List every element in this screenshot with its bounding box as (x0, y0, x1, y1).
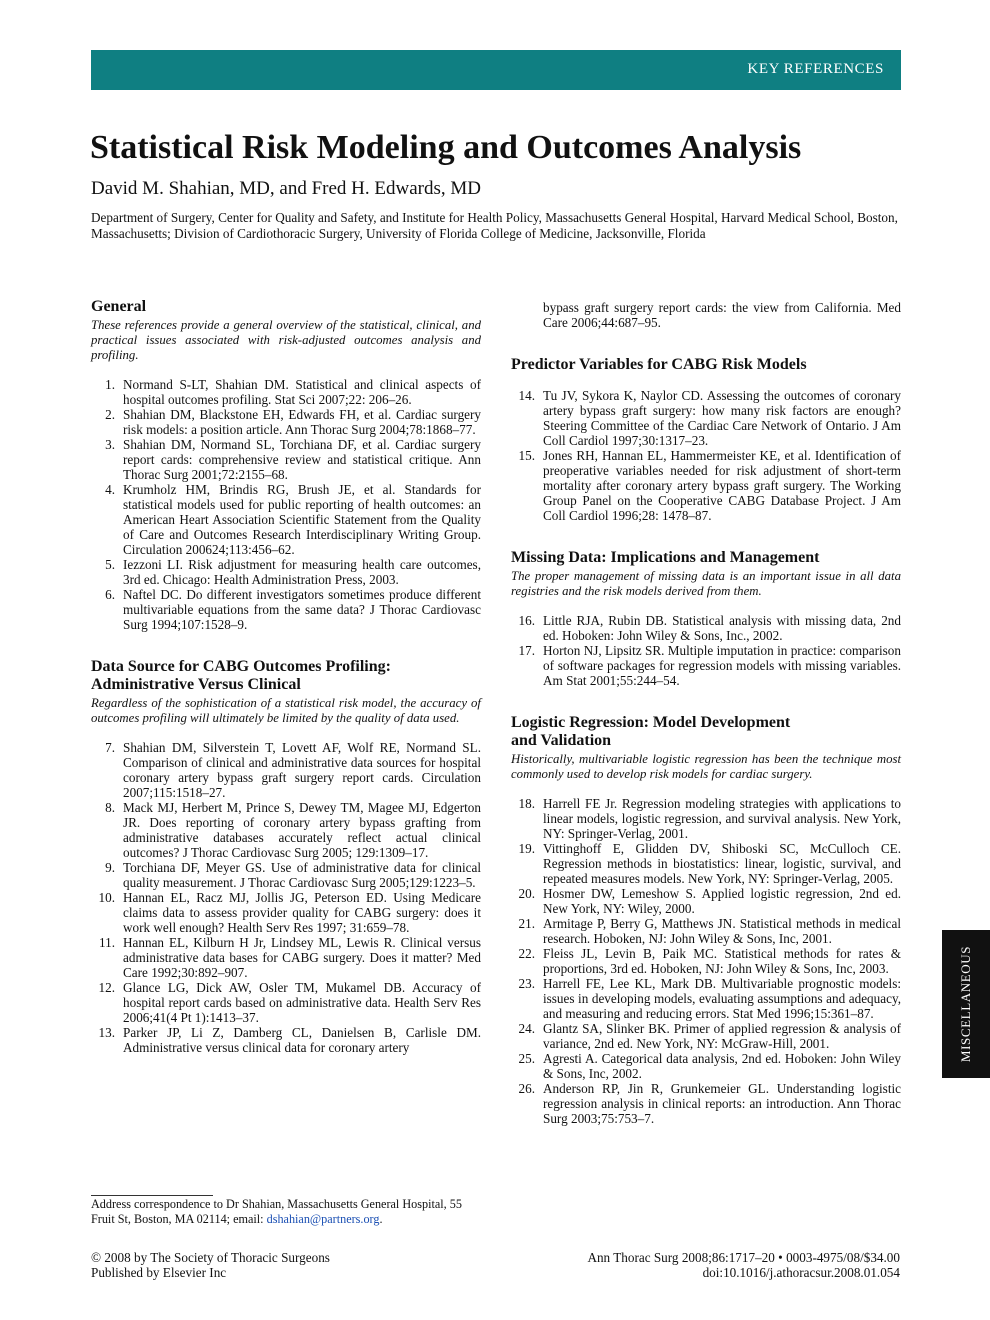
reference-item (511, 976, 901, 1021)
correspondence-footnote (91, 1197, 486, 1227)
section-heading-line2: Administrative Versus Clinical (91, 676, 301, 693)
reference-number: 20. (518, 886, 535, 901)
reference-number: 13. (98, 1025, 115, 1040)
reference-number: 17. (518, 643, 535, 658)
footnote-divider (91, 1195, 213, 1196)
reference-item (91, 935, 481, 980)
reference-text: Shahian DM, Silverstein T, Lovett AF, Wolf RE, Normand SL. Comparison of clinical and administrative data sources for hospital coronary artery bypass graft surgery report cards. Circulation 2007;115:1518–27. (123, 740, 481, 800)
section-intro: The proper management of missing data is an important issue in all data registries and the risk models derived from them. (511, 569, 901, 598)
reference-number: 22. (518, 946, 535, 961)
doi: doi:10.1016/j.athoracsur.2008.01.054 (702, 1265, 900, 1280)
reference-text: Iezzoni LI. Risk adjustment for measuring health care outcomes, 3rd ed. Chicago: Health Administration Press, 2003. (123, 557, 481, 587)
reference-item (511, 1051, 901, 1081)
reference-number: 7. (105, 740, 115, 755)
header-banner (91, 50, 901, 90)
right-column (511, 300, 901, 1152)
reference-item (91, 407, 481, 437)
reference-item (511, 1081, 901, 1126)
reference-text: Harrell FE Jr. Regression modeling strategies with applications to linear models, logistic regression, and survival analysis. New York, NY: Springer-Verlag, 2001. (543, 796, 901, 841)
reference-text: Harrell FE, Lee KL, Mark DB. Multivariable prognostic models: issues in developing models, evaluating assumptions and adequacy, and measuring and reducing errors. Stat Med 1996;15:361–87. (543, 976, 901, 1021)
reference-item (511, 841, 901, 886)
reference-continuation: bypass graft surgery report cards: the view from California. Med Care 2006;44:687–95. (543, 300, 901, 330)
reference-text: Horton NJ, Lipsitz SR. Multiple imputation in practice: comparison of software packages for regression models with missing variables. Am Stat 2001;55:244–54. (543, 643, 901, 688)
reference-number: 1. (105, 377, 115, 392)
reference-text: Jones RH, Hannan EL, Hammermeister KE, et al. Identification of preoperative variables needed for risk adjustment of short-term mortality after coronary artery bypass graft surgery. The Working Group Panel on the Cooperative CABG Database Project. J Am Coll Cardiol 1996;28: 1478–87. (543, 448, 901, 523)
authors: David M. Shahian, MD, and Fred H. Edwards, MD (91, 178, 481, 199)
section-intro: Regardless of the sophistication of a statistical risk model, the accuracy of outcomes profiling will ultimately be limited by the quality of data used. (91, 696, 481, 725)
reference-number: 19. (518, 841, 535, 856)
reference-number: 25. (518, 1051, 535, 1066)
side-tab (942, 930, 990, 1078)
section-intro: These references provide a general overview of the statistical, clinical, and practical issues associated with risk-adjusted outcomes analysis and profiling. (91, 318, 481, 362)
publisher: Published by Elsevier Inc (91, 1265, 227, 1280)
section-intro: Historically, multivariable logistic regression has been the technique most commonly used to develop risk models for cardiac surgery. (511, 752, 901, 781)
reference-text: Glance LG, Dick AW, Osler TM, Mukamel DB. Accuracy of hospital report cards based on administrative data. Health Serv Res 2006;41(4 Pt 1):1413–37. (123, 980, 481, 1025)
affiliation: Department of Surgery, Center for Quality and Safety, and Institute for Health Policy, Massachusetts General Hospital, Harvard Medical School, Boston, Massachusetts; Division of Cardiothoracic Surgery, University of Florida College of Medicine, Jacksonville, Florida (91, 210, 898, 241)
reference-text: Shahian DM, Blackstone EH, Edwards FH, et al. Cardiac surgery risk models: a position article. Ann Thorac Surg 2004;78:1868–77. (123, 407, 481, 437)
section-heading: Missing Data: Implications and Management (511, 549, 820, 566)
email-link[interactable]: dshahian@partners.org (266, 1212, 380, 1226)
footnote-text: Address correspondence to Dr Shahian, Massachusetts General Hospital, 55 Fruit St, Boston, MA 02114; email: (91, 1197, 462, 1226)
reference-text: Fleiss JL, Levin B, Paik MC. Statistical methods for rates & proportions, 3rd ed. Hoboken, NJ: John Wiley & Sons, Inc, 2003. (543, 946, 901, 976)
reference-text: Hannan EL, Racz MJ, Jollis JG, Peterson ED. Using Medicare claims data to assess provider quality for CABG surgery: does it work well enough? Health Serv Res 1997; 31:659–78. (123, 890, 481, 935)
reference-text: Anderson RP, Jin R, Grunkemeier GL. Understanding logistic regression analysis in clinical reports: an introduction. Ann Thorac Surg 2003;75:753–7. (543, 1081, 901, 1126)
reference-text: Shahian DM, Normand SL, Torchiana DF, et al. Cardiac surgery report cards: comprehensive review and statistical critique. Ann Thorac Surg 2001;72:2155–68. (123, 437, 481, 482)
banner-label: KEY REFERENCES (747, 61, 884, 77)
section-data-source (91, 658, 481, 1055)
reference-text: Torchiana DF, Meyer GS. Use of administrative data for clinical quality measurement. J Thorac Cardiovasc Surg 2005;129:1223–5. (123, 860, 481, 890)
reference-number: 15. (518, 448, 535, 463)
reference-text: Glantz SA, Slinker BK. Primer of applied regression & analysis of variance, 2nd ed. New York, NY: McGraw-Hill, 2001. (543, 1021, 901, 1051)
reference-item (91, 740, 481, 800)
footer-left (91, 1250, 330, 1280)
reference-list (511, 613, 901, 688)
reference-item (511, 946, 901, 976)
reference-item (511, 1021, 901, 1051)
reference-list (511, 796, 901, 1126)
reference-item (511, 448, 901, 523)
reference-number: 12. (98, 980, 115, 995)
reference-number: 2. (105, 407, 115, 422)
section-heading-line1: Logistic Regression: Model Development (511, 714, 791, 731)
reference-text: Parker JP, Li Z, Damberg CL, Danielsen B, Carlisle DM. Administrative versus clinical data for coronary artery (123, 1025, 481, 1055)
section-logistic-regression (511, 714, 901, 1126)
reference-text: Tu JV, Sykora K, Naylor CD. Assessing the outcomes of coronary artery bypass graft surgery: how many risk factors are enough? Steering Committee of the Cardiac Care Network of Ontario. J Am Coll Cardiol 1997;30:1317–23. (543, 388, 901, 448)
reference-item (91, 482, 481, 557)
reference-text: Hosmer DW, Lemeshow S. Applied logistic regression, 2nd ed. New York, NY: Wiley, 2000. (543, 886, 901, 916)
reference-number: 9. (105, 860, 115, 875)
copyright: © 2008 by The Society of Thoracic Surgeons (91, 1250, 330, 1265)
reference-text: Little RJA, Rubin DB. Statistical analysis with missing data, 2nd ed. Hoboken: John Wiley & Sons, Inc., 2002. (543, 613, 901, 643)
section-heading-line2: and Validation (511, 732, 612, 749)
reference-list (91, 377, 481, 632)
reference-text: Hannan EL, Kilburn H Jr, Lindsey ML, Lewis R. Clinical versus administrative data bases for CABG surgery. Does it matter? Med Care 1992;30:892–907. (123, 935, 481, 980)
reference-item (91, 980, 481, 1025)
reference-number: 8. (105, 800, 115, 815)
reference-text: Vittinghoff E, Glidden DV, Shiboski SC, McCulloch CE. Regression methods in biostatistics: linear, logistic, survival, and repeated measures models. New York, NY: Springer-Verlag, 2005. (543, 841, 901, 886)
reference-text: Naftel DC. Do different investigators sometimes produce different multivariable equations from the same data? J Thorac Cardiovasc Surg 1994;107:1528–9. (123, 587, 481, 632)
reference-item (511, 613, 901, 643)
reference-item (91, 557, 481, 587)
section-predictor (511, 356, 901, 523)
reference-number: 24. (518, 1021, 535, 1036)
footnote-end: . (379, 1212, 383, 1226)
reference-item (91, 587, 481, 632)
side-tab-label: MISCELLANEOUS (958, 945, 973, 1063)
reference-list (511, 388, 901, 523)
reference-number: 4. (105, 482, 115, 497)
footer-right (587, 1250, 900, 1280)
reference-number: 21. (518, 916, 535, 931)
reference-text: Agresti A. Categorical data analysis, 2nd ed. Hoboken: John Wiley & Sons, Inc, 2002. (543, 1051, 901, 1081)
section-missing-data (511, 549, 901, 688)
reference-number: 16. (518, 613, 535, 628)
reference-number: 11. (99, 935, 115, 950)
reference-text: Mack MJ, Herbert M, Prince S, Dewey TM, Magee MJ, Edgerton JR. Does reporting of coronary artery bypass grafting from administrative databases accurately reflect actual clinical outcomes? J Thorac Cardiovasc Surg 2005; 129:1309–17. (123, 800, 481, 860)
reference-item (511, 643, 901, 688)
section-heading (511, 714, 901, 750)
section-heading: General (91, 298, 147, 315)
reference-text: Armitage P, Berry G, Matthews JN. Statistical methods in medical research. Hoboken, NJ: John Wiley & Sons, Inc, 2001. (543, 916, 901, 946)
journal-citation: Ann Thorac Surg 2008;86:1717–20 • 0003-4975/08/$34.00 (587, 1250, 900, 1265)
section-heading: Predictor Variables for CABG Risk Models (511, 356, 807, 373)
reference-item (511, 796, 901, 841)
reference-item (91, 800, 481, 860)
reference-number: 5. (105, 557, 115, 572)
reference-list (91, 740, 481, 1055)
section-heading (91, 658, 481, 694)
reference-item (91, 1025, 481, 1055)
reference-number: 6. (105, 587, 115, 602)
reference-item (511, 916, 901, 946)
reference-number: 14. (518, 388, 535, 403)
reference-item (91, 437, 481, 482)
reference-text: Normand S-LT, Shahian DM. Statistical and clinical aspects of hospital outcomes profiling. Stat Sci 2007;22: 206–26. (123, 377, 481, 407)
section-general (91, 298, 481, 632)
reference-text: Krumholz HM, Brindis RG, Brush JE, et al. Standards for statistical models used for public reporting of health outcomes: an American Heart Association Scientific Statement from the Quality of Care and Outcomes Research Interdisciplinary Writing Group. Circulation 200624;113:456–62. (123, 482, 481, 557)
reference-number: 26. (518, 1081, 535, 1096)
section-heading-line1: Data Source for CABG Outcomes Profiling: (91, 658, 391, 675)
reference-number: 10. (98, 890, 115, 905)
reference-item (91, 860, 481, 890)
page-title: Statistical Risk Modeling and Outcomes Analysis (90, 129, 802, 166)
reference-number: 23. (518, 976, 535, 991)
reference-item (511, 388, 901, 448)
reference-number: 3. (105, 437, 115, 452)
reference-item (91, 890, 481, 935)
reference-number: 18. (518, 796, 535, 811)
left-column (91, 298, 481, 1081)
reference-item (91, 377, 481, 407)
reference-item (511, 886, 901, 916)
